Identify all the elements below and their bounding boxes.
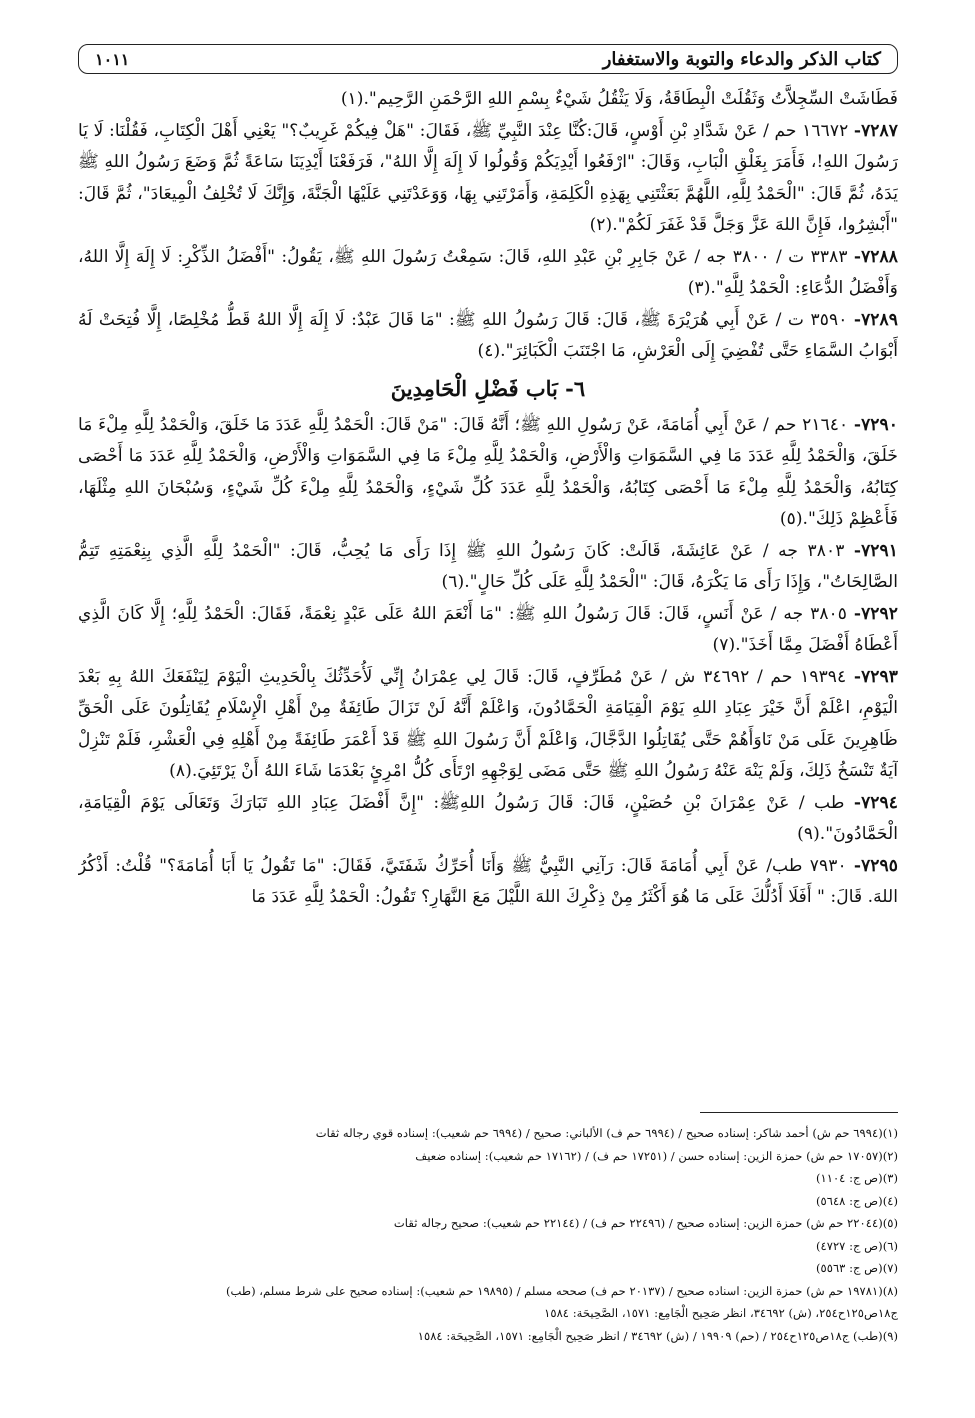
hadith-text: طب / عَنْ عِمْرَانَ بْنِ حُصَيْنٍ، قَالَ: قَالَ رَسُولُ اللهِﷺ: "إِنَّ أَفْضَلَ عِبَادِ اللهِ تَبَارَكَ وَتَعَالَى يَوْمَ الْقِيَامَةِ، الْحَمَّادُونَ".(٩) bbox=[78, 792, 898, 844]
footnote: (٩)(طب) ج١٨ص١٢٥ح٢٥٤ / (حم) ١٩٩٠٩ / (ش) ٣٤٦٩٢ / انظر صَحِيح الْجَامِع: ١٥٧١، الصَّحِيحَة: ١٥٨٤ bbox=[417, 1328, 898, 1343]
hadith-7287 bbox=[78, 116, 898, 242]
page-body bbox=[78, 84, 898, 1084]
footnote: (٢)(١٧٠٥٧ حم ش) حمزة الزين: إسناده حسن / (١٧٢٥١ حم ف) / (١٧١٦٢ حم شعيب): إسناده ضعيف bbox=[415, 1148, 898, 1163]
hadith-7294 bbox=[78, 788, 898, 851]
hadith-7288 bbox=[78, 242, 898, 305]
footnotes bbox=[78, 1122, 898, 1407]
page-header bbox=[78, 44, 898, 74]
page-number: ١٠١١ bbox=[95, 49, 130, 69]
footnote: (٣)(ص ج: ١١٠٤) bbox=[815, 1171, 898, 1185]
footnote: (١)(٦٩٩٤ حم ش) أحمد شاكر: إسناده صحيح / (٦٩٩٤ حم ف) الألباني: صحيح / (٦٩٩٤ حم شعيب): إسناده قوي رجاله ثقات bbox=[315, 1126, 898, 1140]
hadith-text: ٣٨٠٥ جه / عَنْ أَنَسٍ، قَالَ: قَالَ رَسُولُ اللهِ ﷺ: "مَا أَنْعَمَ اللهُ عَلَى عَبْدٍ نِعْمَةً، فَقَالَ: الْحَمْدُ لِلَّهِ؛ إِلَّا كَانَ الَّذِي أَعْطَاهُ أَفْضَلَ مِمَّا أَخَذَ".(٧) bbox=[78, 603, 898, 655]
hadith-number: ٧٢٩٢- bbox=[853, 603, 898, 624]
hadith-7289 bbox=[78, 305, 898, 368]
hadith-number: ٧٢٩٥- bbox=[853, 855, 898, 876]
hadith-text: ١٦٦٧٢ حم / عَنْ شَدَّادِ بْنِ أَوْسٍ، قَالَ:كُنَّا عِنْدَ النَّبِيِّ ﷺ، فَقَالَ: "هَلْ فِيكُمْ غَرِيبٌ؟" يَعْنِي أَهْلَ الْكِتَابِ، فَقُلْنَا: لَا يَا رَسُولَ اللهِ!، فَأَمَرَ بِغَلْقِ الْبَابِ، وَقَالَ: "ارْفَعُوا أَيْدِيَكُمْ وَقُولُوا لَا إِلَهَ إِلَّا اللهُ"، فَرَفَعْنَا أَيْدِيَنَا سَاعَةً ثُمَّ وَضَعَ رَسُولُ اللهِ ﷺ يَدَهُ، ثُمَّ قَالَ: "الْحَمْدُ لِلَّهِ، اللَّهُمَّ بَعَثْتَنِي بِهَذِهِ الْكَلِمَةِ، وَأَمَرْتَنِي بِهَا، وَوَعَدْتَنِي عَلَيْهَا الْجَنَّةَ، وَإِنَّكَ لَا تُخْلِفُ الْمِيعَادَ"، ثُمَّ قَالَ: "أَبْشِرُوا، فَإِنَّ اللهَ عَزَّ وَجَلَّ قَدْ غَفَرَ لَكُمْ".(٢) bbox=[78, 120, 898, 235]
book-title: كتاب الذكر والدعاء والتوبة والاستغفار bbox=[602, 48, 881, 70]
continuation-text: فَطَاشَتْ السِّجِلاَّتُ وَثَقُلَتْ الْبِطَاقَةُ، وَلَا يَثْقُلُ شَيْءٌ بِسْمِ اللهِ الرَّحْمَنِ الرَّحِيم".(١) bbox=[340, 89, 898, 109]
hadith-text: ٢١٦٤٠ حم / عَنْ أَبِي أُمَامَةَ، عَنْ رَسُولِ اللهِ ﷺ؛ أَنَّهُ قَالَ: "مَنْ قَالَ: الْحَمْدُ لِلَّهِ عَدَدَ مَا خَلَقَ، وَالْحَمْدُ لِلَّهِ مِلْءَ مَا خَلَقَ، وَالْحَمْدُ لِلَّهِ عَدَدَ مَا فِي السَّمَوَاتِ وَالْأَرْضِ، وَالْحَمْدُ لِلَّهِ مِلْءَ مَا فِي السَّمَوَاتِ وَالْأَرْضِ، وَالْحَمْدُ لِلَّهِ عَدَدَ مَا أَحْصَى كِتَابُهُ، وَالْحَمْدُ لِلَّهِ مِلْءَ مَا أَحْصَى كِتَابُهُ، وَالْحَمْدُ لِلَّهِ عَدَدَ كُلِّ شَيْءٍ، وَالْحَمْدُ لِلَّهِ مِلْءَ كُلِّ شَيْءٍ، وَسُبْحَانَ اللهِ مِثْلَهَا، فَأَعْظِمْ ذَلِكَ".(٥) bbox=[78, 414, 898, 529]
hadith-number: ٧٢٩١- bbox=[853, 540, 898, 561]
hadith-number: ٧٢٩٤- bbox=[853, 792, 898, 813]
hadith-number: ٧٢٩٠- bbox=[853, 414, 898, 435]
hadith-7292 bbox=[78, 599, 898, 662]
hadith-number: ٧٢٨٨- bbox=[853, 246, 898, 267]
hadith-number: ٧٢٩٣- bbox=[853, 666, 898, 687]
hadith-number: ٧٢٨٩- bbox=[853, 309, 898, 330]
footnote: (٨)(١٩٧٨١ حم ش) حمزة الزين: اسناده صحيح / (٢٠١٣٧ حم ف) صححه مسلم / (١٩٨٩٥ حم شعيب): إسناده صحيح على شرط مسلم، (طب) bbox=[225, 1283, 898, 1298]
hadith-text: ٣٥٩٠ ت / عَنْ أَبِي هُرَيْرَةَ ﷺ، قَالَ: قَالَ رَسُولُ اللهِ ﷺ: "مَا قَالَ عَبْدٌ: لَا إِلَهَ إِلَّا اللهُ قَطُّ مُخْلِصًا، إِلَّا فُتِحَتْ لَهُ أَبْوَابُ السَّمَاءِ حَتَّى تُفْضِيَ إِلَى الْعَرْشِ، مَا اجْتَنَبَ الْكَبَائِرَ".(٤) bbox=[78, 309, 898, 361]
footnote: (٧)(ص ج: ٥٥٦٣) bbox=[815, 1261, 898, 1275]
footnote: (٦)(ص ج: ٤٧٢٧) bbox=[815, 1238, 898, 1253]
chapter-heading: ٦- بَاب فَضْلِ الْحَامِدِينَ bbox=[390, 375, 586, 401]
footnote: ج١٨ص١٢٥ح٢٥٤، (ش) ٣٤٦٩٢، انظر صَحِيح الْجَامِع: ١٥٧١، الصَّحِيحَة: ١٥٨٤ bbox=[544, 1306, 898, 1320]
hadith-text: ٧٩٣٠ طب/ عَنْ أَبِي أُمَامَةَ قَالَ: رَآنِي النَّبِيُّ ﷺ وَأَنَا أُحَرِّكُ شَفَتَيَّ، فَقَالَ: "مَا تَقُولُ يَا أَبَا أُمَامَةَ؟" قُلْتُ: أَذْكُرُ اللهَ. قَالَ: " أَفَلَا أَدُلُّكَ عَلَى مَا هُوَ أَكْثَرُ مِنْ ذِكْرِكَ اللهَ اللَّيْلَ مَعَ النَّهَارِ؟ تَقُولُ: الْحَمْدُ لِلَّهِ عَدَدَ مَا bbox=[78, 855, 898, 907]
footnote-divider bbox=[700, 1112, 898, 1113]
hadith-number: ٧٢٨٧- bbox=[853, 120, 898, 141]
hadith-7290 bbox=[78, 410, 898, 536]
hadith-text: ٣٨٠٣ جه / عَنْ عَائِشَةَ، قَالَتْ: كَانَ رَسُولُ اللهِ ﷺ إِذَا رَأَى مَا يُحِبُّ، قَالَ: "الْحَمْدُ لِلَّهِ الَّذِي بِنِعْمَتِهِ تَتِمُّ الصَّالِحَاتُ"، وَإِذَا رَأَى مَا يَكْرَهُ، قَالَ: "الْحَمْدُ لِلَّهِ عَلَى كُلِّ حَالٍ".(٦) bbox=[78, 540, 898, 592]
hadith-text: ٣٣٨٣ ت / ٣٨٠٠ جه / عَنْ جَابِرِ بْنِ عَبْدِ اللهِ، قَالَ: سَمِعْتُ رَسُولَ اللهِ ﷺ، يَقُولُ: "أَفْضَلُ الذِّكْرِ: لَا إِلَهَ إِلَّا اللهُ، وَأَفْضَلُ الدُّعَاءِ: الْحَمْدُ لِلَّهِ".(٣) bbox=[78, 246, 898, 298]
footnote: (٤)(ص ج: ٥٦٤٨) bbox=[815, 1193, 898, 1208]
hadith-7291 bbox=[78, 536, 898, 599]
footnote: (٥)(٢٢٠٤٤ حم ش) حمزة الزين: إسناده صحيح / (٢٢٤٩٦ حم ف) / (٢٢١٤٤ حم شعيب): صحيح رجاله ثقات bbox=[393, 1216, 898, 1230]
hadith-7293 bbox=[78, 662, 898, 788]
hadith-7295 bbox=[78, 851, 898, 914]
hadith-text: ١٩٣٩٤ حم / ٣٤٦٩٢ ش / عَنْ مُطَرِّفٍ، قَالَ: قَالَ لِي عِمْرَانُ إِنِّي لَأُحَدِّثُكَ بِالْحَدِيثِ الْيَوْمَ لِيَنْفَعَكَ اللهُ بِهِ بَعْدَ الْيَوْمِ، اعْلَمْ أَنَّ خَيْرَ عِبَادِ اللهِ يَوْمَ الْقِيَامَةِ الْحَمَّادُونَ، وَاعْلَمْ أَنَّهُ لَنْ تَزَالَ طَائِفَةٌ مِنْ أَهْلِ الْإِسْلَامِ يُقَاتِلُونَ عَلَى الْحَقِّ ظَاهِرِينَ عَلَى مَنْ نَاوَأَهُمْ حَتَّى يُقَاتِلُوا الدَّجَّالَ، وَاعْلَمْ أَنَّ رَسُولَ اللهِ ﷺ قَدْ أَعْمَرَ طَائِفَةً مِنْ أَهْلِهِ فِي الْعَشْرِ، فَلَمْ تَنْزِلْ آيَةٌ تَنْسَخُ ذَلِكَ، وَلَمْ يَنْهَ عَنْهُ رَسُولُ اللهِ ﷺ حَتَّى مَضَى لِوَجْهِهِ ارْتَأَى كُلُّ امْرِئٍ بَعْدَمَا شَاءَ اللهُ أَنْ يَرْتَئِيَ.(٨) bbox=[78, 666, 898, 781]
